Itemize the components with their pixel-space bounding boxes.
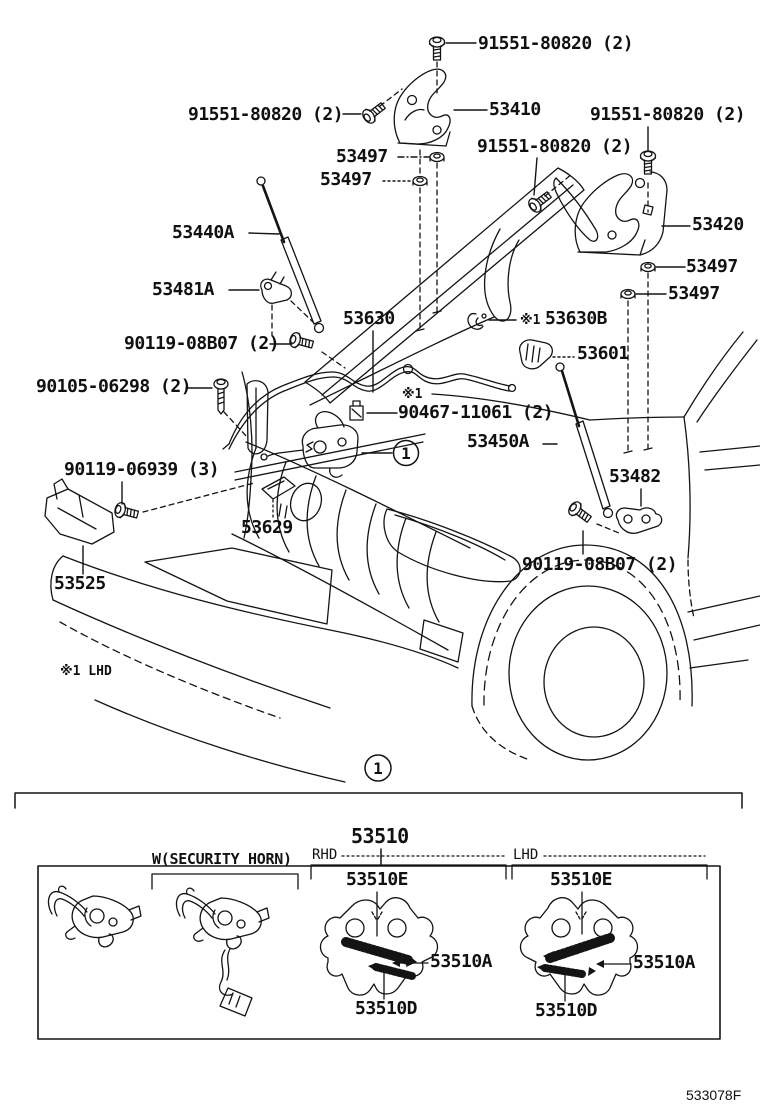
lhd-header: LHD — [513, 847, 539, 863]
lhd-note: ※1 LHD — [60, 664, 112, 679]
part-label-53497-a: 53497 — [336, 146, 388, 167]
hood-support-53440a-drawing — [257, 177, 324, 333]
security-horn-note: W(SECURITY HORN) — [152, 850, 292, 868]
callout-number: 1 — [401, 444, 411, 463]
rhd-header: RHD — [312, 847, 338, 863]
part-label-91551-right: 91551-80820 (2) — [590, 104, 746, 125]
clamp-53481a-drawing — [261, 272, 292, 303]
inset-lock-security-horn-drawing — [176, 888, 269, 1016]
protector-53525-drawing — [45, 479, 114, 544]
bolt-90119-08b07-left-drawing — [288, 331, 314, 351]
part-label-53510: 53510 — [351, 824, 409, 848]
inset-lock-rhd-drawing — [321, 892, 438, 999]
bumper-drawing — [51, 548, 463, 782]
ref-mark-53630b: ※1 — [520, 313, 541, 328]
part-label-53497-d: 53497 — [668, 283, 720, 304]
part-label-53510d-rhd: 53510D — [355, 998, 418, 1019]
nut-53497-a-drawing — [430, 153, 444, 162]
part-label-53510a-rhd: 53510A — [430, 951, 493, 972]
clip-90467-drawing — [350, 401, 363, 420]
rhd-section-bracket — [311, 856, 506, 879]
part-label-90119-08b07-left: 90119-08B07 (2) — [124, 333, 280, 354]
security-horn-bracket — [152, 874, 298, 889]
nut-53497-d-drawing — [621, 290, 635, 299]
part-label-90467: 90467-11061 (2) — [398, 402, 554, 423]
bolt-91551-top-drawing — [430, 37, 445, 60]
bolt-91551-mid-drawing — [526, 189, 553, 215]
callout-circle-main — [394, 441, 419, 466]
hinge-53420-drawing — [554, 172, 667, 255]
lever-53601-drawing — [520, 340, 553, 369]
part-label-53510d-lhd: 53510D — [535, 1000, 598, 1021]
inset-lock-lhd-drawing — [521, 892, 638, 1001]
hood-support-53450a-drawing — [556, 363, 613, 518]
part-label-53440a: 53440A — [172, 222, 235, 243]
bolt-90105-drawing — [214, 379, 228, 414]
bolt-90119-06939-drawing — [113, 501, 139, 521]
part-label-91551-top: 91551-80820 (2) — [478, 33, 634, 54]
nut-53497-b-drawing — [413, 177, 427, 186]
wheel-drawing — [472, 545, 692, 760]
projection-line-ticks — [416, 308, 652, 453]
headlight-drawing — [384, 509, 520, 582]
callout-number: 1 — [373, 759, 383, 778]
figure-code: 533078F — [686, 1087, 742, 1103]
part-label-53450a: 53450A — [467, 431, 530, 452]
part-label-90119-06939: 90119-06939 (3) — [64, 459, 220, 480]
ref-mark-90467: ※1 — [402, 387, 423, 402]
part-label-53410: 53410 — [489, 99, 541, 120]
part-label-90119-08b07-right: 90119-08B07 (2) — [522, 554, 678, 575]
part-label-53630: 53630 — [343, 308, 395, 329]
nut-53497-c-drawing — [641, 263, 655, 272]
part-label-53481a: 53481A — [152, 279, 215, 300]
part-label-53482: 53482 — [609, 466, 661, 487]
part-label-53497-b: 53497 — [320, 169, 372, 190]
callout-circle-inset — [365, 755, 391, 781]
bracket-53629-drawing — [262, 477, 295, 519]
part-label-53525: 53525 — [54, 573, 106, 594]
part-label-91551-left: 91551-80820 (2) — [188, 104, 344, 125]
part-label-90105: 90105-06298 (2) — [36, 376, 192, 397]
part-label-53510e-rhd: 53510E — [346, 869, 409, 890]
part-label-53510e-lhd: 53510E — [550, 869, 613, 890]
part-label-53420: 53420 — [692, 214, 744, 235]
car-body-drawing — [235, 332, 760, 668]
bolt-90119-08b07-right-drawing — [566, 500, 593, 526]
part-label-53510a-lhd: 53510A — [633, 952, 696, 973]
inset-lock-plain-drawing — [48, 886, 141, 947]
hood-lock-assembly-drawing — [261, 412, 358, 478]
part-label-53601: 53601 — [577, 343, 629, 364]
part-label-91551-mid: 91551-80820 (2) — [477, 136, 633, 157]
bolt-91551-right-drawing — [641, 151, 656, 174]
bracket-53482-drawing — [616, 508, 661, 533]
part-label-53629: 53629 — [241, 517, 293, 538]
part-label-53497-c: 53497 — [686, 256, 738, 277]
hinge-53410-drawing — [394, 69, 450, 146]
part-label-53630b: 53630B — [545, 308, 608, 329]
